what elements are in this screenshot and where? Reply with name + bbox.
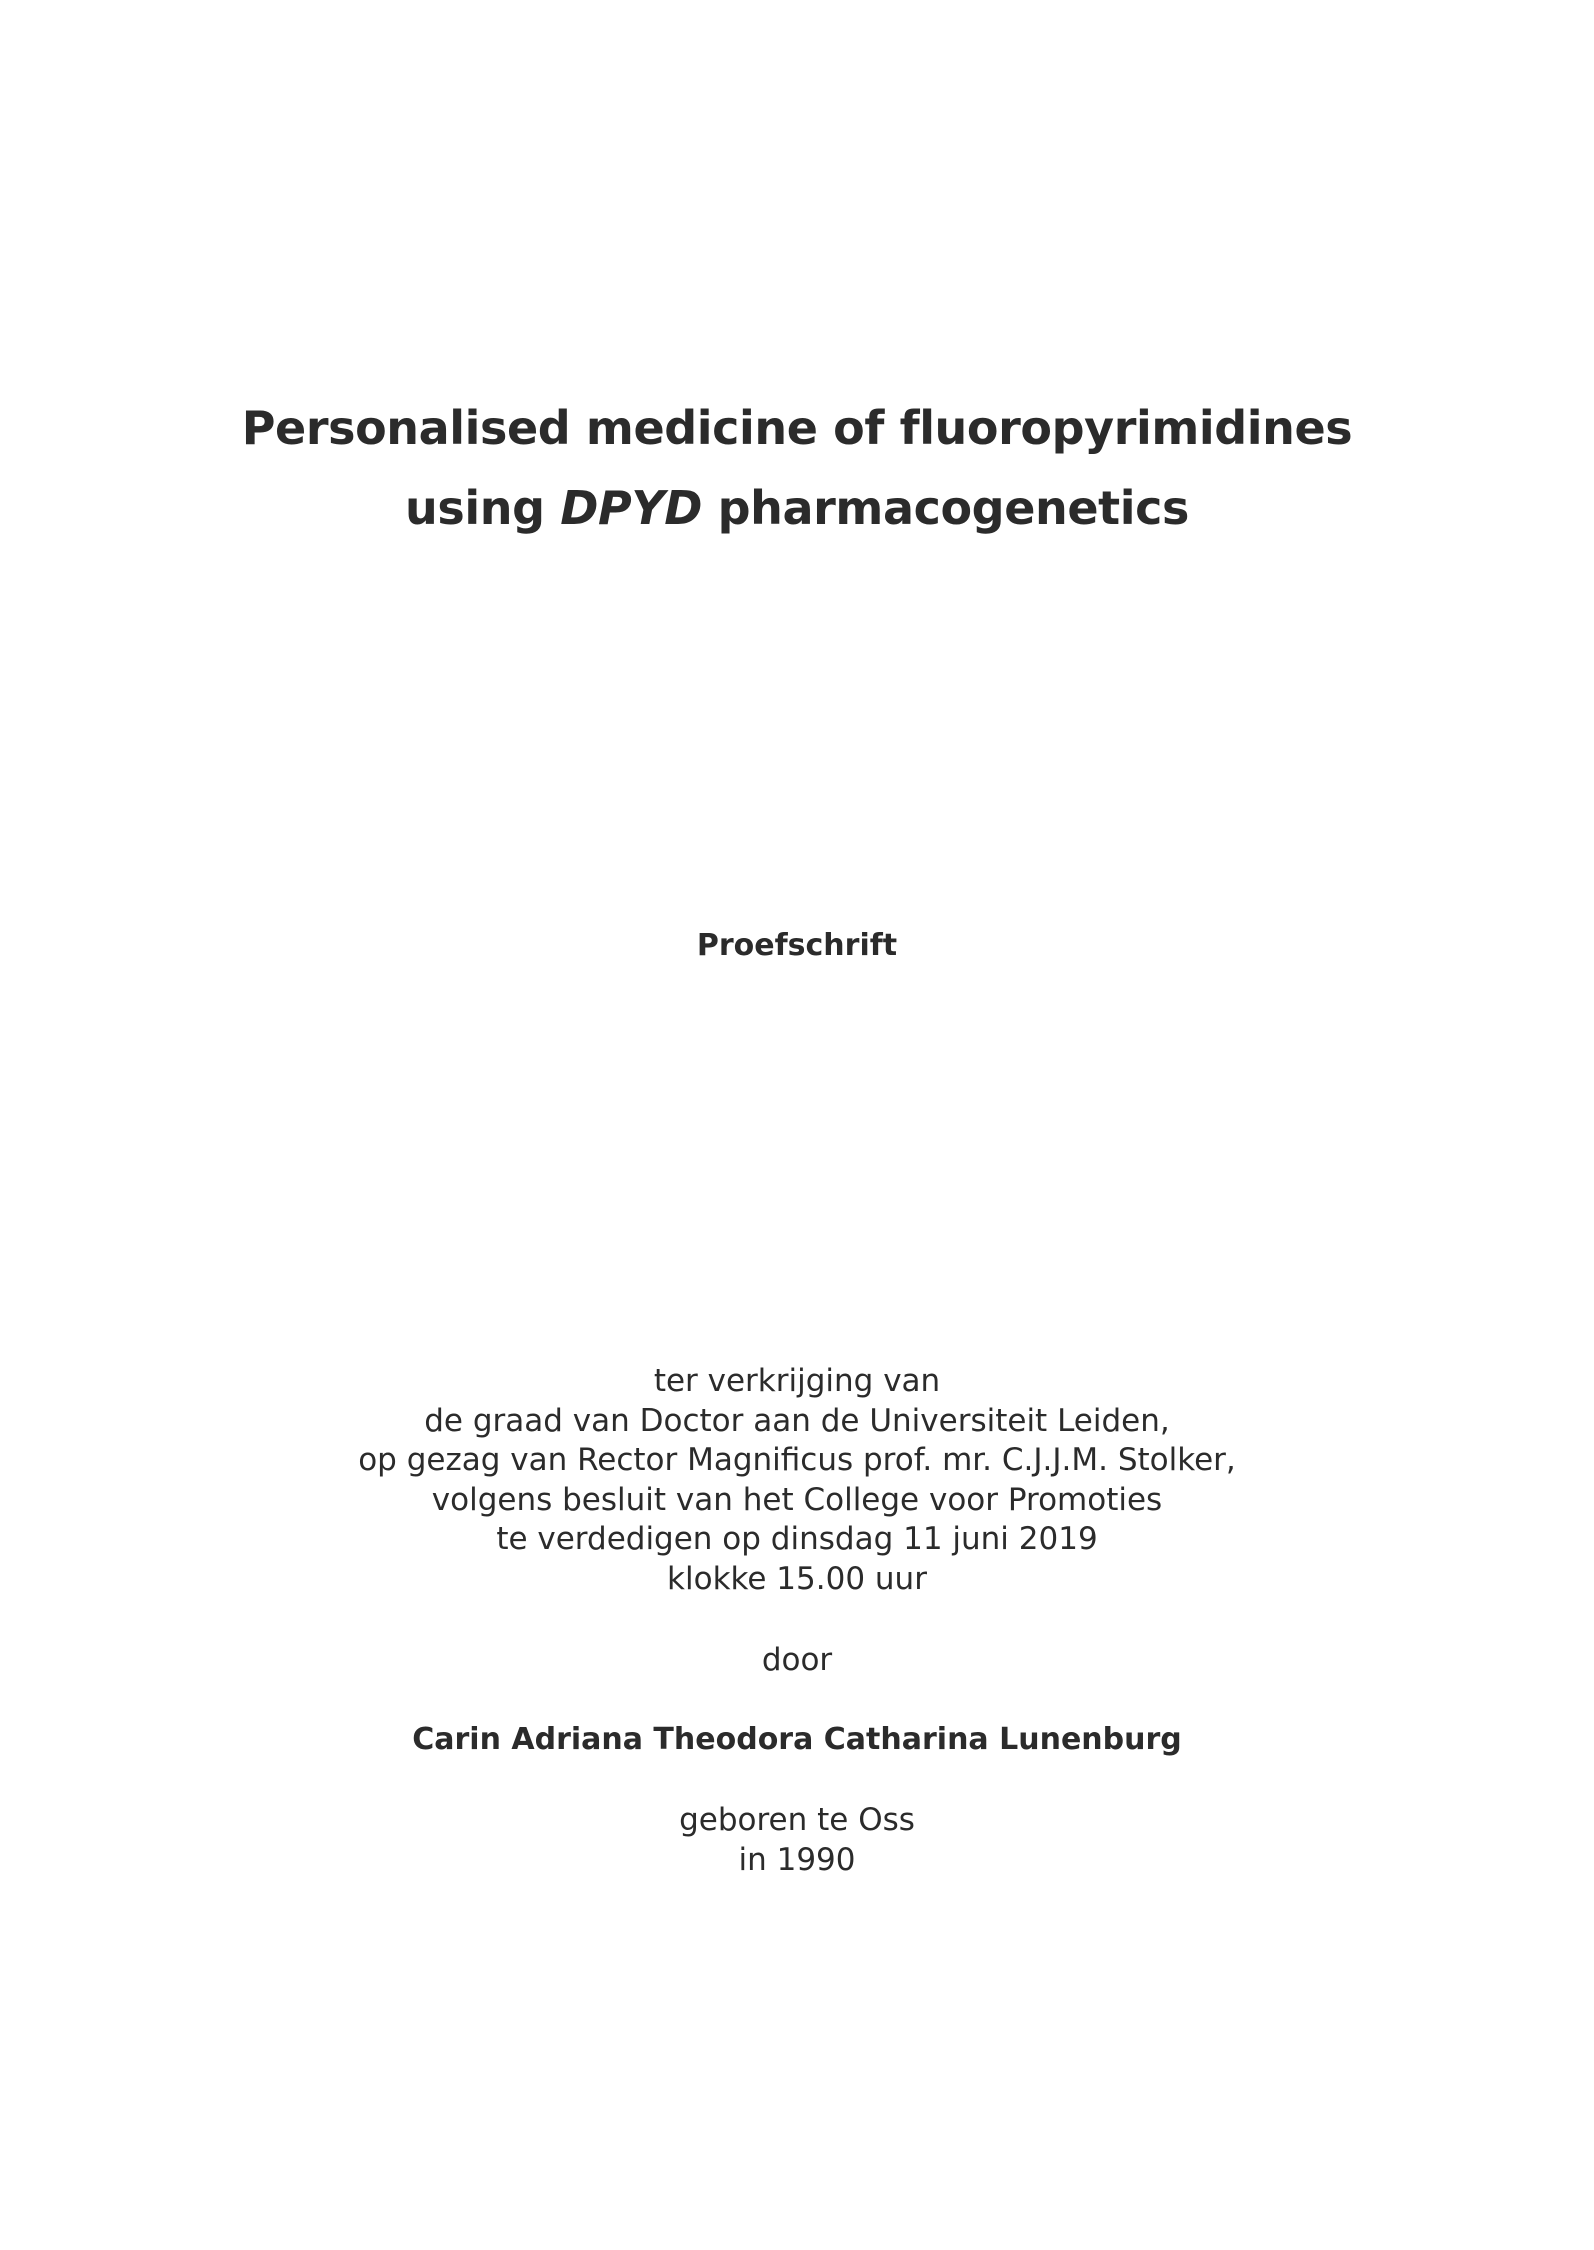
thesis-title-line-2 [0,468,1594,548]
by-label: door [761,1642,833,1678]
defense-line-2: de graad van Doctor aan de Universiteit Leiden, [424,1402,1170,1439]
defense-line-3: op gezag van Rector Magnificus prof. mr. C.J.J.M. Stolker, [358,1442,1236,1478]
defense-line-6: klokke 15.00 uur [667,1560,927,1597]
birth-year: in 1990 [738,1842,856,1878]
thesis-title-gene-name: DPYD [560,481,703,535]
birth-info [0,1800,1594,1880]
defense-statement [0,1362,1594,1599]
thesis-title [0,388,1594,548]
document-type-label: Proefschrift [696,928,898,963]
defense-line-4: volgens besluit van het College voor Promoties [431,1481,1163,1518]
defense-line-5: te verdedigen op dinsdag 11 juni 2019 [496,1521,1098,1557]
defense-line-1: ter verkrijging van [653,1363,941,1399]
author-name: Carin Adriana Theodora Catharina Lunenburg [412,1722,1182,1757]
thesis-title-line-2-suffix: pharmacogenetics [702,481,1189,535]
thesis-title-line-1: Personalised medicine of fluoropyrimidines [241,401,1353,455]
thesis-title-line-2-prefix: using [405,481,561,535]
birth-place: geboren te Oss [679,1802,915,1838]
